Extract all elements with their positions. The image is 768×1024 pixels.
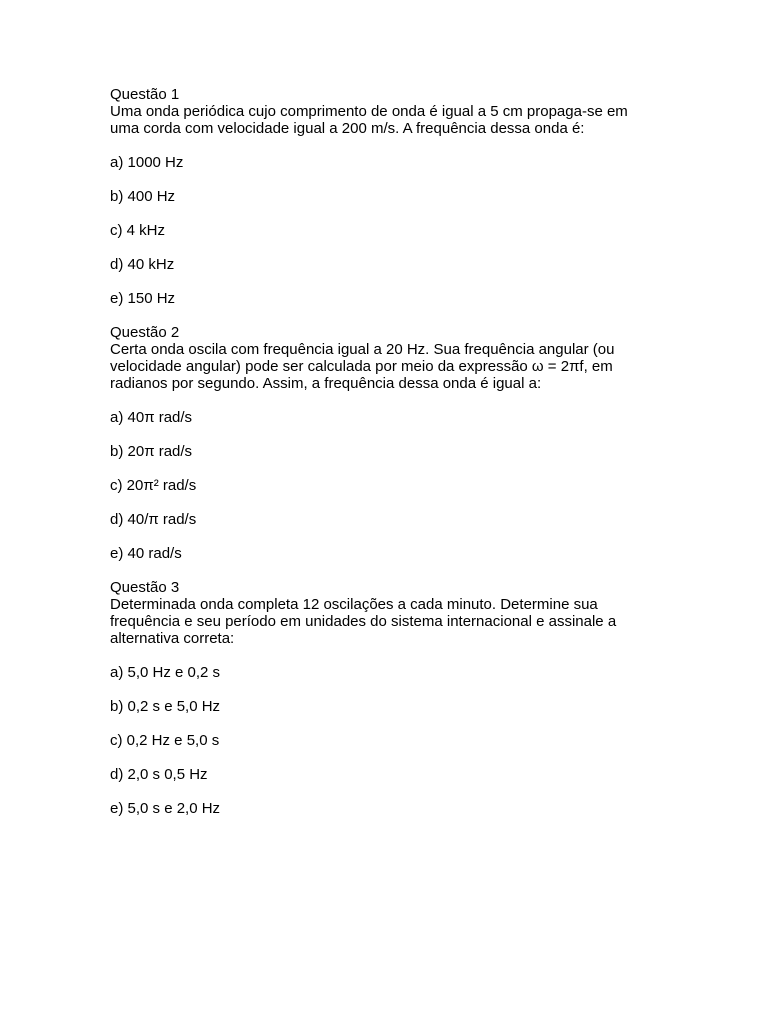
question-text-line: radianos por segundo. Assim, a frequência dessa onda é igual a: [110, 375, 542, 392]
question-text-line: Certa onda oscila com frequência igual a 20 Hz. Sua frequência angular (ou [110, 341, 615, 358]
option-c: c) 20π² rad/s [110, 477, 197, 494]
question-3 [110, 579, 670, 817]
option-d: d) 2,0 s 0,5 Hz [110, 766, 208, 783]
option-b: b) 20π rad/s [110, 443, 193, 460]
option-a: a) 1000 Hz [110, 154, 184, 171]
question-text-line: uma corda com velocidade igual a 200 m/s. A frequência dessa onda é: [110, 120, 585, 137]
question-text-line: frequência e seu período em unidades do sistema internacional e assinale a [110, 613, 617, 630]
question-text-line: velocidade angular) pode ser calculada por meio da expressão ω = 2πf, em [110, 358, 613, 375]
option-a: a) 5,0 Hz e 0,2 s [110, 664, 221, 681]
options-list [110, 409, 670, 562]
question-text-line: alternativa correta: [110, 630, 235, 647]
question-text-line: Determinada onda completa 12 oscilações a cada minuto. Determine sua [110, 596, 598, 613]
question-text-line: Uma onda periódica cujo comprimento de onda é igual a 5 cm propaga-se em [110, 103, 628, 120]
option-d: d) 40/π rad/s [110, 511, 197, 528]
question-title: Questão 1 [110, 86, 180, 103]
options-list [110, 154, 670, 307]
option-d: d) 40 kHz [110, 256, 175, 273]
option-c: c) 4 kHz [110, 222, 166, 239]
option-a: a) 40π rad/s [110, 409, 193, 426]
option-e: e) 5,0 s e 2,0 Hz [110, 800, 221, 817]
question-title: Questão 3 [110, 579, 180, 596]
option-c: c) 0,2 Hz e 5,0 s [110, 732, 220, 749]
options-list [110, 664, 670, 817]
question-title: Questão 2 [110, 324, 180, 341]
option-e: e) 40 rad/s [110, 545, 182, 562]
question-1 [110, 86, 670, 307]
option-b: b) 400 Hz [110, 188, 176, 205]
question-2 [110, 324, 670, 562]
option-e: e) 150 Hz [110, 290, 176, 307]
option-b: b) 0,2 s e 5,0 Hz [110, 698, 221, 715]
document-page [110, 86, 670, 834]
